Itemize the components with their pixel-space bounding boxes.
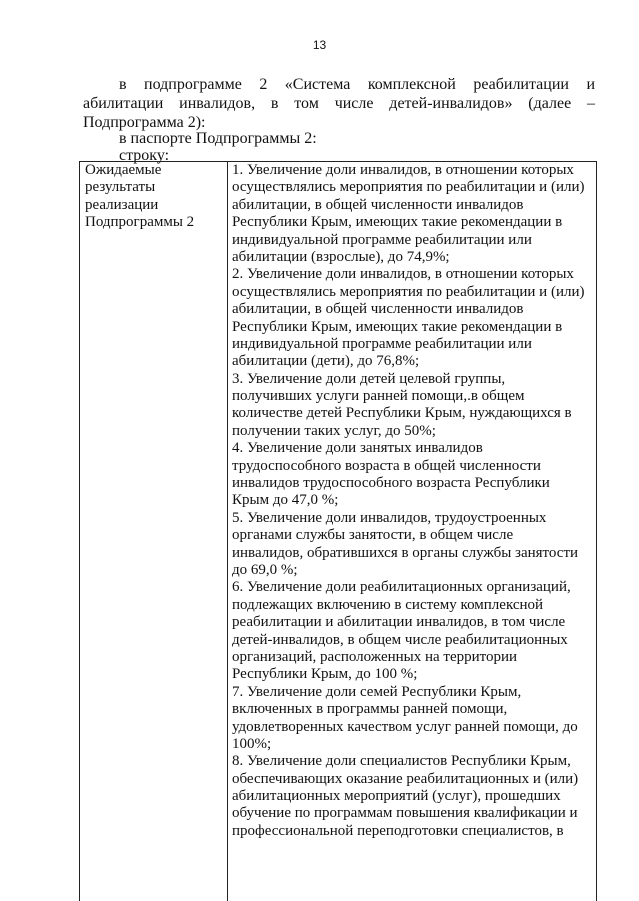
result-line: трудоспособного возраста в общей численности <box>232 457 541 474</box>
result-line: органами службы занятости, в общем числе <box>232 527 514 544</box>
result-line: осуществлялись мероприятия по реабилитации и (или) <box>232 179 585 196</box>
result-line: абилитации (дети), до 76,8%; <box>232 353 420 370</box>
result-item-2 <box>232 266 596 370</box>
result-line: профессиональной переподготовки специалистов, в <box>232 822 564 839</box>
intro-paragraph-subprogram: в подпрограмме 2 «Система комплексной реабилитации и абилитации инвалидов, в том числе детей-инвалидов» (далее – Подпрограмма 2): <box>83 76 595 131</box>
table-cell-label <box>80 162 228 901</box>
result-line: Республики Крым, до 100 %; <box>232 666 418 683</box>
result-line: 100%; <box>232 735 272 752</box>
result-line: индивидуальной программе реабилитации или <box>232 231 532 248</box>
result-line: 5. Увеличение доли инвалидов, трудоустроенных <box>232 509 547 526</box>
result-item-3 <box>232 371 596 441</box>
result-line: инвалидов, обратившихся в органы службы занятости <box>232 544 579 561</box>
result-line: абилитации, в общей численности инвалидов <box>232 301 524 318</box>
result-line: 2. Увеличение доли инвалидов, в отношении которых <box>232 266 574 283</box>
result-item-8 <box>232 753 596 840</box>
result-line: 1. Увеличение доли инвалидов, в отношении которых <box>232 162 574 178</box>
result-line: 4. Увеличение доли занятых инвалидов <box>232 440 483 457</box>
result-item-4 <box>232 440 596 510</box>
result-line: Крым до 47,0 %; <box>232 492 339 509</box>
result-line: включенных в программы ранней помощи, <box>232 701 508 718</box>
result-line: Республики Крым, имеющих такие рекомендации в <box>232 214 563 231</box>
result-line: организаций, расположенных на территории <box>232 648 518 665</box>
result-line: Республики Крым, имеющих такие рекомендации в <box>232 318 563 335</box>
result-line: получении таких услуг, до 50%; <box>232 422 436 439</box>
result-line: абилитационных мероприятий (услуг), прошедших <box>232 788 561 805</box>
label-line: результаты <box>85 179 156 196</box>
result-line: инвалидов трудоспособного возраста Республики <box>232 475 550 492</box>
result-line: детей-инвалидов, в общем числе реабилитационных <box>232 631 568 648</box>
intro-paragraph-row: строку: <box>119 147 170 164</box>
result-line: обеспечивающих оказание реабилитационных и (или) <box>232 770 579 787</box>
table-row-expected-results <box>80 162 597 901</box>
page-number: 13 <box>312 38 327 52</box>
passport-table <box>79 161 597 901</box>
table-cell-results <box>228 162 597 901</box>
result-line: удовлетворенных качеством услуг ранней помощи, до <box>232 718 578 735</box>
result-line: 8. Увеличение доли специалистов Республики Крым, <box>232 753 571 770</box>
result-line: 6. Увеличение доли реабилитационных организаций, <box>232 579 571 596</box>
label-line: Подпрограммы 2 <box>85 214 195 231</box>
intro-paragraph-passport: в паспорте Подпрограммы 2: <box>119 130 317 147</box>
result-item-6 <box>232 579 596 683</box>
result-line: осуществлялись мероприятия по реабилитации и (или) <box>232 283 585 300</box>
result-line: до 69,0 %; <box>232 561 298 578</box>
result-line: получивших услуги ранней помощи,.в общем <box>232 388 525 405</box>
result-line: количестве детей Республики Крым, нуждающихся в <box>232 405 572 422</box>
result-line: подлежащих включению в систему комплексной <box>232 596 544 613</box>
result-line: абилитации (взрослые), до 74,9%; <box>232 248 450 265</box>
label-line: реализации <box>85 196 159 213</box>
result-line: индивидуальной программе реабилитации или <box>232 335 532 352</box>
result-item-1 <box>232 162 596 266</box>
label-line: Ожидаемые <box>85 162 162 178</box>
result-line: абилитации, в общей численности инвалидов <box>232 196 524 213</box>
result-line: 7. Увеличение доли семей Республики Крым, <box>232 683 522 700</box>
result-item-7 <box>232 684 596 754</box>
result-line: обучение по программам повышения квалификации и <box>232 805 578 822</box>
result-line: реабилитации и абилитации инвалидов, в том числе <box>232 614 566 631</box>
result-line: 3. Увеличение доли детей целевой группы, <box>232 370 506 387</box>
result-item-5 <box>232 510 596 580</box>
